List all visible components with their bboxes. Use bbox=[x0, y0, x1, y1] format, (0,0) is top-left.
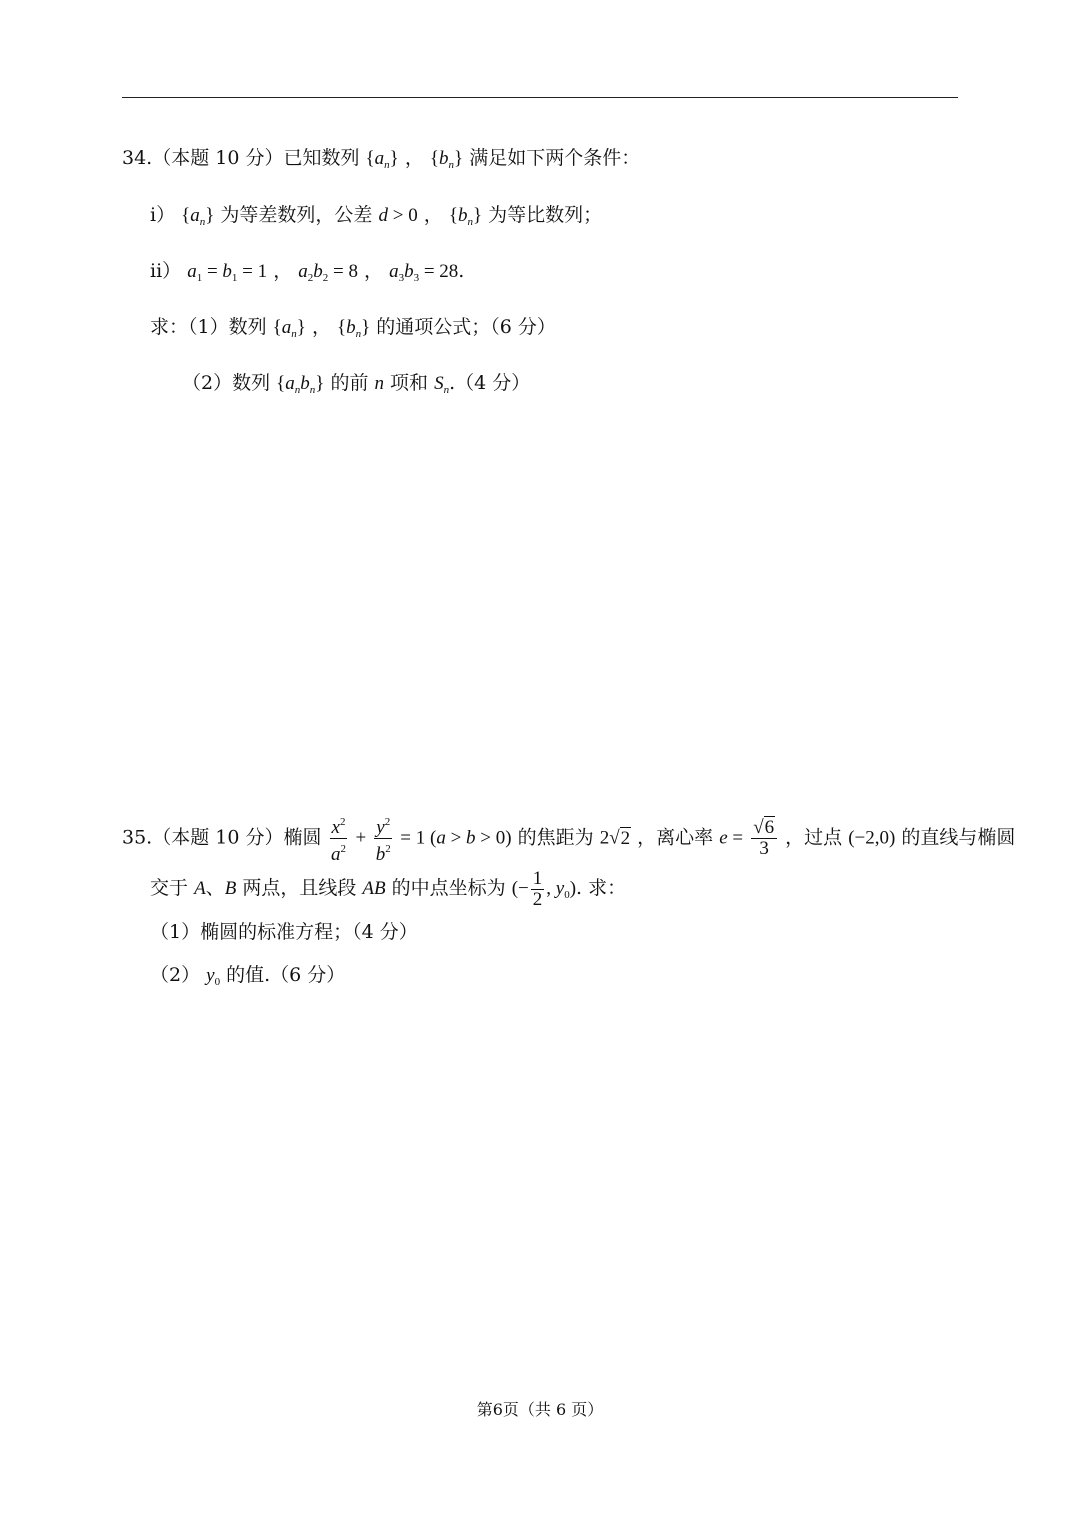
q35-stem: 35.（本题 10 分）椭圆 $\frac{x^2}{a^2}$ + $\frac{y^2}{b^2}$ = 1 (a > b > 0) 的焦距为 2√2 ，离心率 e = $\frac{√6}{3}$ ，过点 (−2,0) 的直线与椭圆 bbox=[122, 812, 1015, 865]
q34-stem: 34.（本题 10 分）已知数列 $\{a_n\}$ ， $\{b_n\}$ 满足如下两个条件： bbox=[122, 147, 641, 171]
q34-condition-2: ii） $a_1 = b_1 = 1$ ， $a_2b_2 = 8$ ， $a_3b_3 = 28$. bbox=[150, 260, 465, 284]
q34-ask-2: （2）数列 $\{a_nb_n\}$ 的前 n 项和 $S_n.(4$ 分） bbox=[182, 372, 531, 396]
header-rule bbox=[122, 97, 958, 98]
q34-condition-1: i） $\{a_n\}$ 为等差数列，公差 d > 0 ， $\{b_n\}$ 为等比数列； bbox=[150, 204, 603, 228]
q34-ask-1: 求：（1）数列 $\{a_n\}$ ， $\{b_n\}$ 的通项公式；（6 分） bbox=[150, 316, 556, 340]
q35-stem-line-2: 交于 A、B 两点，且线段 AB 的中点坐标为 (− $\frac{1}{2}$ , $y_0$). 求： bbox=[150, 867, 627, 910]
page-footer: 第6页（共 6 页） bbox=[476, 1400, 604, 1419]
q35-ask-2: （2） $y_0$ 的值.（6 分） bbox=[150, 964, 346, 988]
q35-ask-1: （1）椭圆的标准方程；（4 分） bbox=[150, 921, 418, 943]
